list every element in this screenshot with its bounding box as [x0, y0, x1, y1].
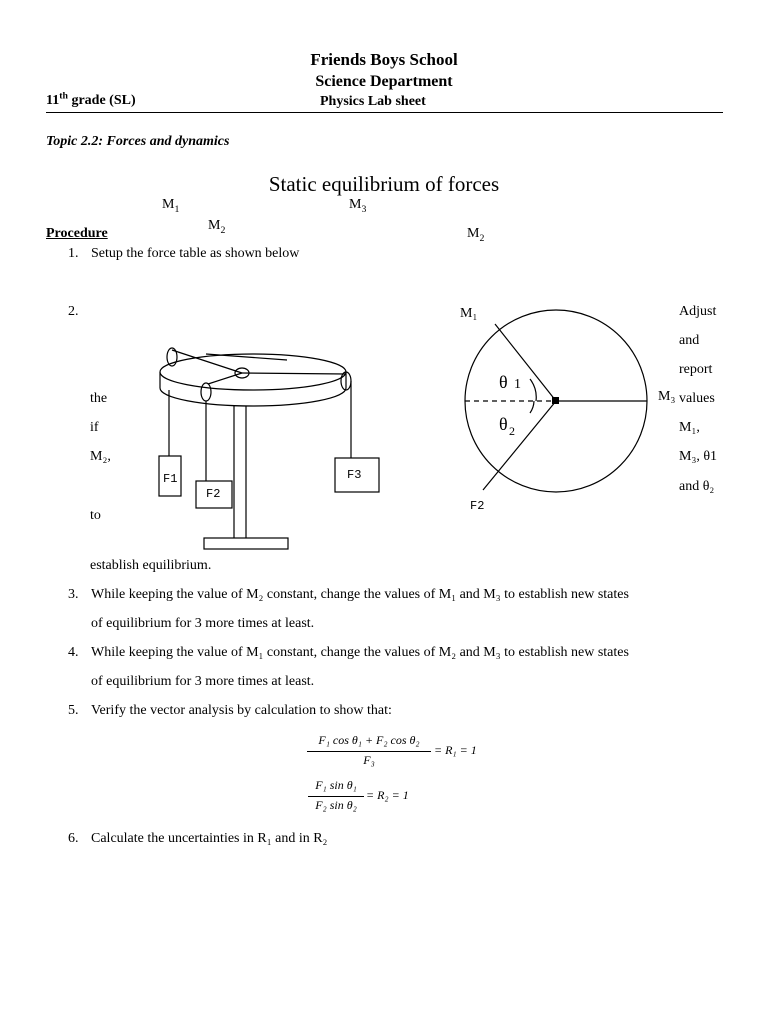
- step-2-word: M₃, θ1: [679, 449, 718, 464]
- step-3-text: While keeping the value of M₂ constant, change the values of M₁ and M₃ to establish new states: [91, 587, 629, 602]
- step-number: 1.: [68, 246, 79, 261]
- step-5-text: Verify the vector analysis by calculation to show that:: [91, 703, 392, 718]
- grade-label: 11th grade (SL): [46, 90, 136, 108]
- step-2-word: Adjust: [679, 304, 717, 319]
- mass-label-f1: F1: [163, 472, 178, 486]
- step-4-text: While keeping the value of M₁ constant, change the values of M₂ and M₃ to establish new states: [91, 645, 629, 660]
- step-number: 5.: [68, 703, 79, 718]
- force-circle-diagram: [455, 300, 685, 515]
- step-2-word: values: [679, 391, 715, 406]
- header-rule: [46, 112, 723, 113]
- step-2-word: M₂,: [90, 449, 111, 464]
- step-2-word: and: [679, 333, 700, 348]
- step-3-text: of equilibrium for 3 more times at least.: [91, 616, 315, 631]
- step-1-text: Setup the force table as shown below: [91, 246, 300, 261]
- step-2-word: if: [90, 420, 99, 435]
- step-number: 3.: [68, 587, 79, 602]
- label-m1: M₁: [460, 306, 478, 321]
- force-table-diagram: [150, 340, 360, 555]
- mass-label-f2: F2: [206, 487, 221, 501]
- step-number: 2.: [68, 304, 79, 319]
- step-2-word: report: [679, 362, 713, 377]
- step-number: 6.: [68, 831, 79, 846]
- step-number: 4.: [68, 645, 79, 660]
- school-name: Friends Boys School: [310, 50, 458, 69]
- equation-2-denominator: F₂ sin θ₂: [315, 798, 357, 812]
- mass-label-f3: F3: [347, 468, 362, 482]
- fraction-bar: [307, 751, 431, 752]
- sheet-title: Physics Lab sheet: [320, 94, 426, 109]
- step-2-word: M₁,: [679, 420, 700, 435]
- theta2-number: 2: [509, 424, 515, 438]
- step-2-word: to: [90, 508, 101, 523]
- step-2-word: and θ₂: [679, 479, 715, 494]
- theta2-symbol: θ: [499, 414, 508, 434]
- equation-1-numerator: F₁ cos θ₁ + F₂ cos θ₂: [318, 733, 420, 747]
- step-6-text: Calculate the uncertainties in R₁ and in R₂: [91, 831, 328, 846]
- theta1-number: 1: [514, 377, 521, 392]
- equation-2-numerator: F₁ sin θ₁: [315, 778, 357, 792]
- step-2-word: the: [90, 391, 108, 406]
- stray-label-m2-right: $M_2$: [467, 226, 485, 244]
- department-name: Science Department: [315, 73, 453, 90]
- fraction-bar: [308, 796, 364, 797]
- stray-label-m1: $M_1$: [162, 197, 180, 215]
- equation-2-rhs: = R₂ = 1: [366, 788, 409, 802]
- center-point: [552, 397, 559, 404]
- equation-1-rhs: = R₁ = 1: [434, 743, 477, 757]
- theta1-symbol: θ: [499, 372, 508, 392]
- step-4-text: of equilibrium for 3 more times at least.: [91, 674, 315, 689]
- topic-line: Topic 2.2: Forces and dynamics: [46, 134, 230, 149]
- stray-label-m3: $M_3$: [349, 197, 367, 215]
- label-f2: F2: [470, 499, 485, 513]
- stray-label-m2: $M_2$: [208, 218, 226, 236]
- equation-1-denominator: F₃: [363, 753, 375, 767]
- step-2-continuation: establish equilibrium.: [90, 558, 212, 573]
- label-m3: M₃: [658, 389, 676, 404]
- procedure-heading: Procedure: [46, 226, 108, 241]
- page-title: Static equilibrium of forces: [268, 172, 500, 196]
